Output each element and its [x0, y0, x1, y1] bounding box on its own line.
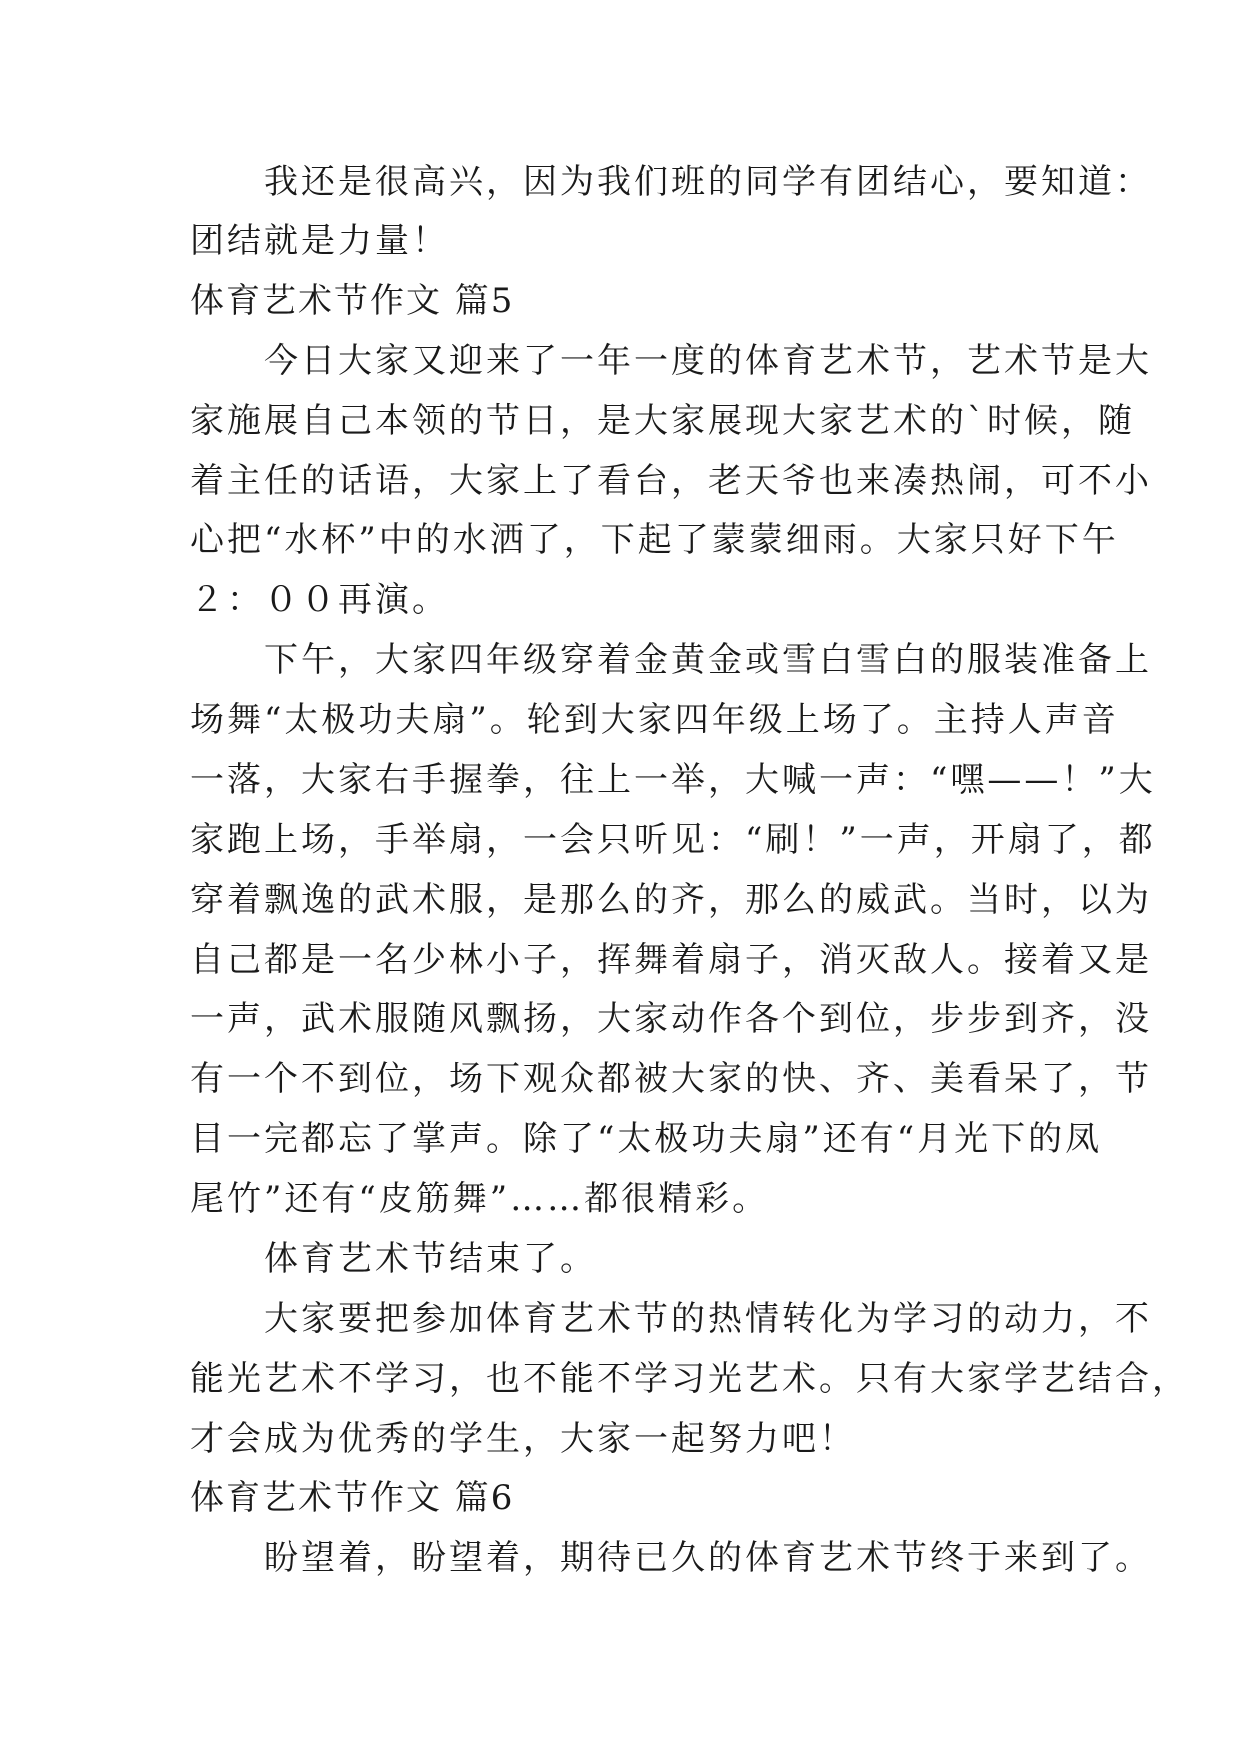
para-line: 能光艺术不学习，也不能不学习光艺术。只有大家学艺结合，: [190, 1359, 1189, 1399]
para-line: 家跑上场，手举扇，一会只听见：“刷！”一声，开扇了，都: [190, 820, 1156, 860]
para-line: 自己都是一名少林小子，挥舞着扇子，消灭敌人。接着又是: [190, 940, 1152, 980]
para-line: 下午，大家四年级穿着金黄金或雪白雪白的服装准备上: [190, 640, 1152, 680]
para-line: 大家要把参加体育艺术节的热情转化为学习的动力，不: [190, 1299, 1152, 1339]
para-line: 场舞“太极功夫扇”。轮到大家四年级上场了。主持人声音: [190, 700, 1119, 740]
para-line: 目一完都忘了掌声。除了“太极功夫扇”还有“月光下的凤: [190, 1119, 1103, 1159]
para-line: 我还是很高兴，因为我们班的同学有团结心，要知道：: [190, 162, 1152, 202]
para-line: 心把“水杯”中的水洒了，下起了蒙蒙细雨。大家只好下午: [190, 520, 1119, 560]
para-line: ２：００再演。: [190, 580, 449, 620]
section-heading: 体育艺术节作文 篇5: [190, 281, 515, 321]
para-line: 今日大家又迎来了一年一度的体育艺术节，艺术节是大: [190, 341, 1152, 381]
para-line: 穿着飘逸的武术服，是那么的齐，那么的威武。当时，以为: [190, 880, 1152, 920]
para-line: 一声，武术服随风飘扬，大家动作各个到位，步步到齐，没: [190, 999, 1152, 1039]
para-line: 有一个不到位，场下观众都被大家的快、齐、美看呆了，节: [190, 1059, 1152, 1099]
para-line: 团结就是力量！: [190, 221, 449, 261]
para-line: 盼望着，盼望着，期待已久的体育艺术节终于来到了。: [190, 1538, 1152, 1578]
para-line: 尾竹”还有“皮筋舞”……都很精彩。: [190, 1179, 770, 1219]
para-line: 家施展自己本领的节日，是大家展现大家艺术的`时候，随: [190, 401, 1135, 441]
para-line: 才会成为优秀的学生，大家一起努力吧！: [190, 1419, 856, 1459]
para-line: 体育艺术节结束了。: [190, 1239, 597, 1279]
section-heading: 体育艺术节作文 篇6: [190, 1478, 515, 1518]
para-line: 着主任的话语，大家上了看台，老天爷也来凑热闹，可不小: [190, 461, 1152, 501]
para-line: 一落，大家右手握拳，往上一举，大喊一声：“嘿——！”大: [190, 760, 1156, 800]
